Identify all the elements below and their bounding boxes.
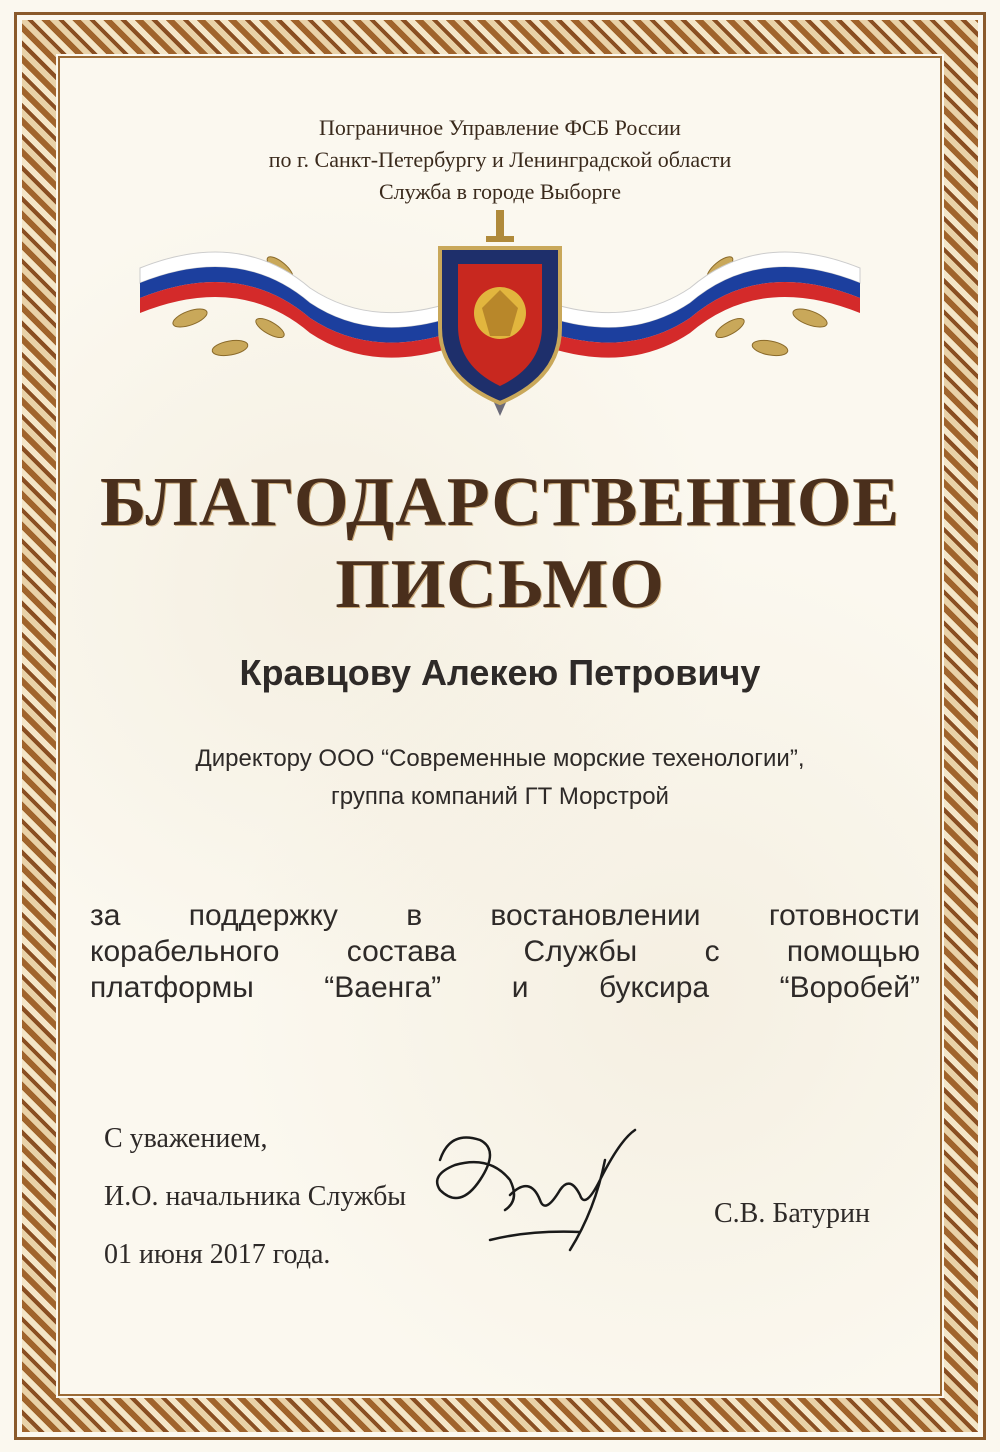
gratitude-line-3	[90, 970, 920, 1006]
gratitude-line-1	[90, 898, 920, 934]
word: корабельного	[90, 935, 280, 968]
left-flag-ribbon-icon	[140, 252, 450, 358]
word: готовности	[768, 899, 920, 932]
title-line-2: ПИСЬМО	[335, 546, 665, 623]
word: “Воробей”	[779, 971, 920, 1004]
word: в	[406, 899, 423, 932]
shield-icon	[440, 248, 560, 403]
word: и	[511, 971, 529, 1004]
word: с	[704, 935, 720, 968]
word: помощью	[786, 935, 920, 968]
issuer-header	[0, 112, 1000, 208]
issuer-line-2: по г. Санкт-Петербургу и Ленинградской области	[268, 147, 732, 172]
recipient-position	[0, 740, 1000, 816]
issue-date: 01 июня 2017 года.	[104, 1239, 331, 1270]
title-line-1: БЛАГОДАРСТВЕННОЕ	[100, 464, 900, 541]
right-flag-ribbon-icon	[550, 252, 860, 358]
word: востановлении	[490, 899, 701, 932]
signer-role: И.О. начальника Службы	[104, 1181, 407, 1212]
word: платформы	[90, 971, 254, 1004]
word: буксира	[598, 971, 710, 1004]
word: Службы	[523, 935, 638, 968]
word: состава	[346, 935, 457, 968]
issuer-line-3: Служба в городе Выборге	[378, 179, 622, 204]
word: “Ваенга”	[324, 971, 442, 1004]
closing-greeting: С уважением,	[104, 1123, 268, 1154]
word: за	[90, 899, 121, 932]
recipient-name: Кравцову Алекею Петровичу	[239, 652, 761, 693]
word: поддержку	[188, 899, 338, 932]
fsb-border-service-emblem-icon	[120, 208, 880, 418]
gratitude-line-2	[90, 934, 920, 970]
issuer-line-1: Пограничное Управление ФСБ России	[319, 115, 681, 140]
document-title	[0, 462, 1000, 626]
position-line-1: Директору ООО “Современные морские техенологии”,	[195, 745, 805, 772]
gratitude-text	[90, 898, 920, 1006]
closing-block	[104, 1110, 406, 1284]
handwritten-signature	[410, 1120, 650, 1270]
signer-name: С.В. Батурин	[714, 1198, 870, 1229]
position-line-2: группа компаний ГТ Морстрой	[331, 783, 669, 810]
